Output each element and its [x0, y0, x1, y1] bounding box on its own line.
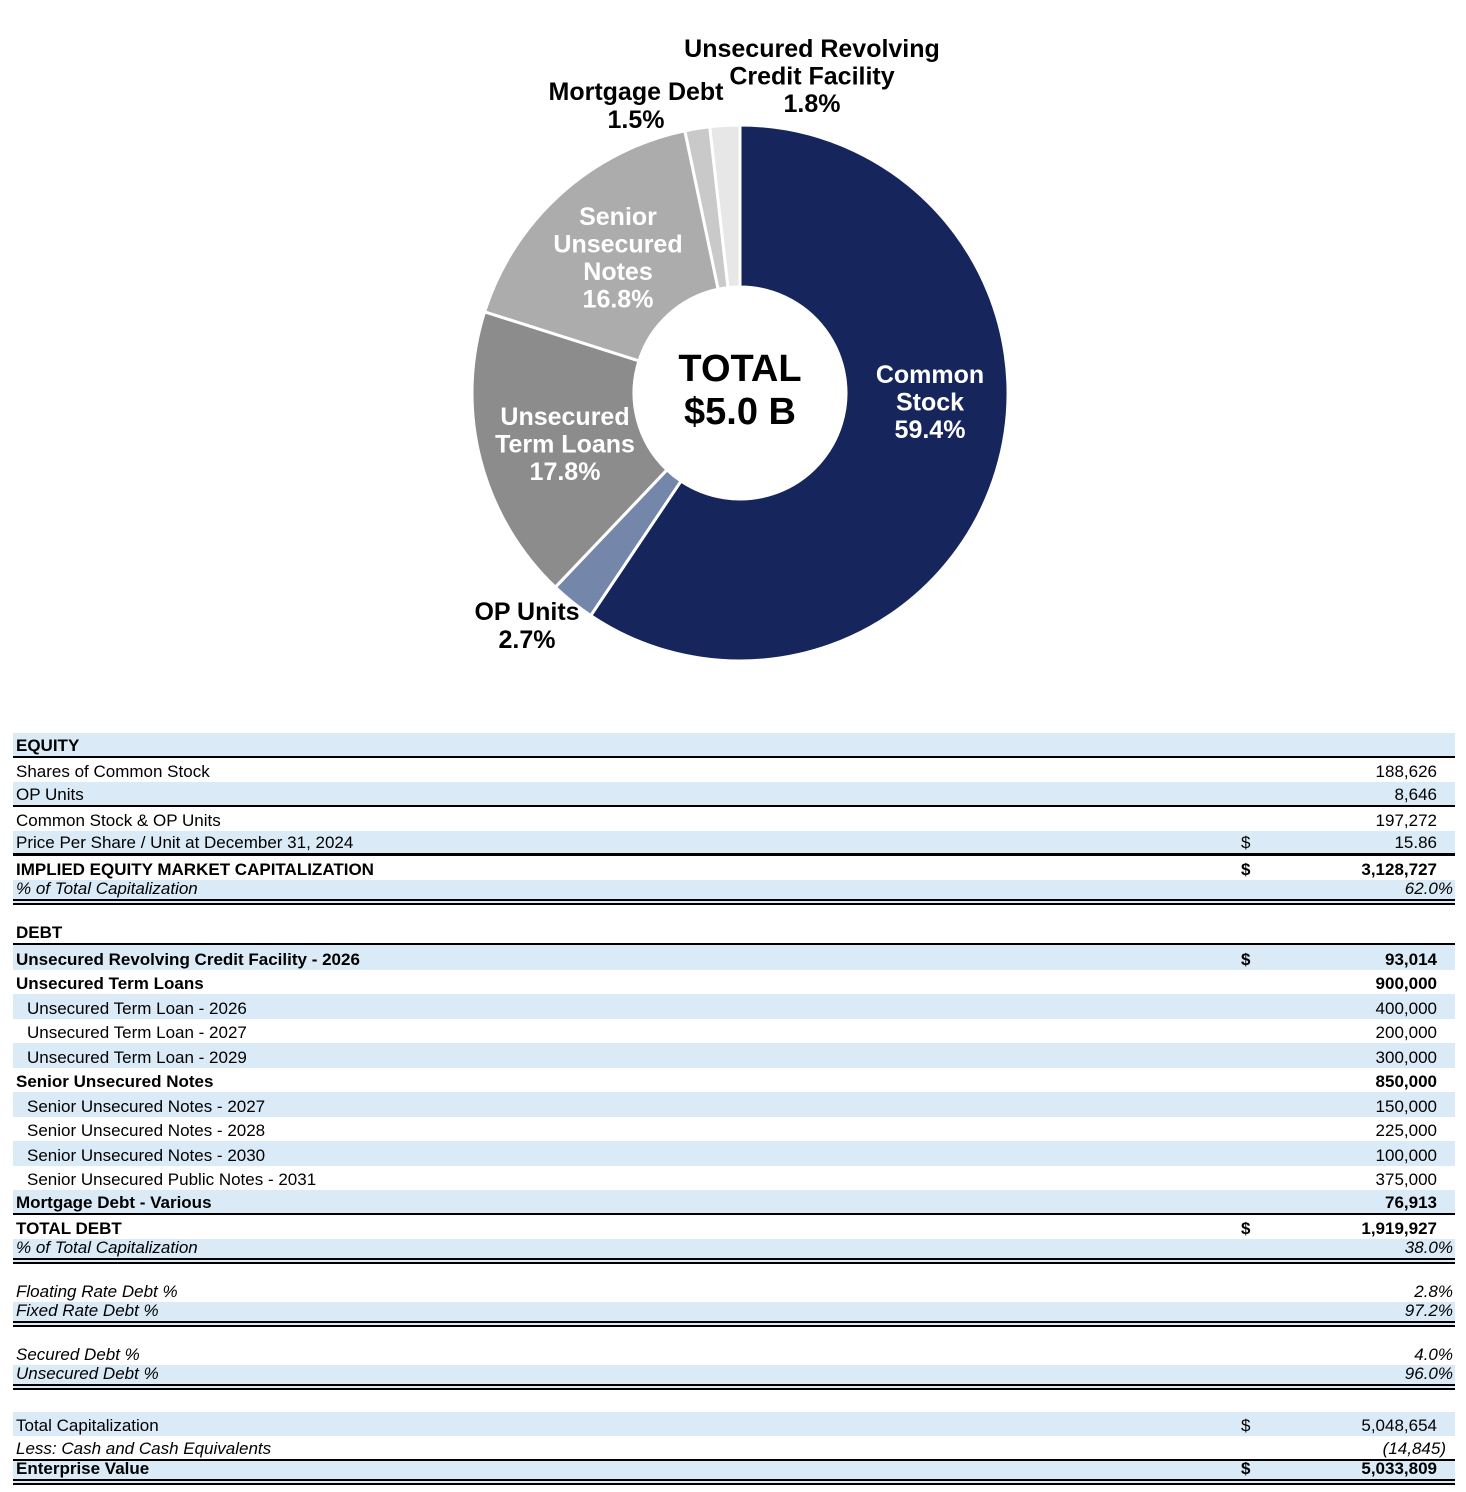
row-label: % of Total Capitalization	[16, 878, 198, 898]
table-row	[13, 1141, 1455, 1166]
row-label: Senior Unsecured Notes	[16, 1072, 214, 1091]
row-label: Total Capitalization	[16, 1416, 159, 1435]
table-row	[13, 1412, 1455, 1437]
row-label: Floating Rate Debt %	[16, 1282, 178, 1301]
row-label: DEBT	[16, 923, 63, 942]
table-row	[13, 1436, 1455, 1461]
table-row	[13, 921, 1455, 946]
row-label: Senior Unsecured Notes - 2030	[27, 1145, 266, 1165]
row-label: Senior Unsecured Public Notes - 2031	[27, 1170, 317, 1189]
slice-label-unsecured-revolving-credit-facility: Unsecured Revolving Credit Facility 1.8%	[684, 35, 940, 118]
table-row	[13, 945, 1455, 970]
row-value: 5,048,654	[1361, 1416, 1437, 1435]
row-label: Secured Debt %	[16, 1345, 140, 1364]
table-row	[13, 1302, 1455, 1327]
section-spacer	[13, 1327, 1455, 1341]
slice-label-senior-unsecured-notes: Senior Unsecured Notes 16.8%	[553, 203, 683, 314]
table-row	[13, 758, 1455, 783]
row-value: 8,646	[1394, 784, 1437, 804]
row-value: 1,919,927	[1361, 1219, 1437, 1238]
row-value: 188,626	[1375, 762, 1437, 781]
row-label: Enterprise Value	[16, 1459, 150, 1478]
slice-label-mortgage-debt: Mortgage Debt 1.5%	[548, 78, 724, 134]
table-row	[13, 1068, 1455, 1093]
slice-label-common-stock: Common Stock 59.4%	[875, 361, 985, 444]
row-currency-symbol: $	[1241, 860, 1251, 879]
row-value: 200,000	[1375, 1023, 1437, 1042]
donut-chart-svg	[0, 0, 1466, 733]
row-label: Shares of Common Stock	[16, 762, 210, 781]
capitalization-table	[13, 733, 1455, 1485]
table-row	[13, 1092, 1455, 1117]
donut-center-title: TOTAL	[678, 348, 802, 390]
row-label: Unsecured Term Loans	[16, 974, 204, 993]
row-value: 225,000	[1375, 1121, 1437, 1140]
row-value: 850,000	[1375, 1072, 1437, 1091]
row-label: Less: Cash and Cash Equivalents	[16, 1438, 272, 1458]
donut-center-value: $5.0 B	[684, 391, 796, 433]
row-value: 197,272	[1375, 811, 1437, 830]
table-row	[13, 782, 1455, 807]
table-row	[13, 1043, 1455, 1068]
row-value: 100,000	[1375, 1145, 1437, 1165]
table-row	[13, 1239, 1455, 1264]
row-currency-symbol: $	[1241, 832, 1251, 852]
row-label: Unsecured Debt %	[16, 1363, 159, 1383]
row-label: Fixed Rate Debt %	[16, 1300, 159, 1320]
row-currency-symbol: $	[1241, 1459, 1251, 1478]
table-row	[13, 994, 1455, 1019]
row-value: 93,014	[1385, 949, 1437, 969]
row-label: Unsecured Revolving Credit Facility - 2026	[16, 949, 360, 969]
table-row	[13, 880, 1455, 905]
row-label: Price Per Share / Unit at December 31, 2024	[16, 832, 354, 852]
row-value: 2.8%	[1414, 1282, 1453, 1301]
row-currency-symbol: $	[1241, 1416, 1251, 1435]
table-row	[13, 1461, 1455, 1486]
row-label: Common Stock & OP Units	[16, 811, 221, 830]
row-value: 76,913	[1385, 1192, 1437, 1212]
row-label: EQUITY	[16, 735, 80, 755]
row-label: % of Total Capitalization	[16, 1237, 198, 1257]
table-row	[13, 1166, 1455, 1191]
row-value: 5,033,809	[1361, 1459, 1437, 1478]
row-value: 97.2%	[1404, 1300, 1453, 1320]
row-currency-symbol: $	[1241, 949, 1251, 969]
table-row	[13, 856, 1455, 881]
row-currency-symbol: $	[1241, 1219, 1251, 1238]
table-row	[13, 970, 1455, 995]
row-label: Mortgage Debt - Various	[16, 1192, 212, 1212]
row-value: 15.86	[1394, 832, 1437, 852]
row-value: (14,845)	[1382, 1438, 1446, 1458]
row-value: 62.0%	[1404, 878, 1453, 898]
row-label: IMPLIED EQUITY MARKET CAPITALIZATION	[16, 860, 374, 879]
slice-label-unsecured-term-loans: Unsecured Term Loans 17.8%	[495, 403, 635, 486]
section-spacer	[13, 1264, 1455, 1278]
table-row	[13, 733, 1455, 758]
row-value: 300,000	[1375, 1047, 1437, 1067]
table-row	[13, 1190, 1455, 1215]
section-spacer	[13, 905, 1455, 921]
row-label: Unsecured Term Loan - 2026	[27, 998, 247, 1018]
row-value: 4.0%	[1414, 1345, 1453, 1364]
row-label: Senior Unsecured Notes - 2028	[27, 1121, 266, 1140]
table-row	[13, 1117, 1455, 1142]
row-label: Unsecured Term Loan - 2027	[27, 1023, 247, 1042]
table-row	[13, 1341, 1455, 1366]
row-value: 38.0%	[1404, 1237, 1453, 1257]
row-value: 3,128,727	[1361, 860, 1437, 879]
table-row	[13, 1019, 1455, 1044]
row-value: 400,000	[1375, 998, 1437, 1018]
slice-label-op-units: OP Units 2.7%	[474, 598, 580, 654]
table-row	[13, 1278, 1455, 1303]
row-label: TOTAL DEBT	[16, 1219, 122, 1238]
row-label: Senior Unsecured Notes - 2027	[27, 1096, 266, 1116]
table-row	[13, 831, 1455, 856]
row-value: 96.0%	[1404, 1363, 1453, 1383]
row-label: OP Units	[16, 784, 84, 804]
table-row	[13, 1215, 1455, 1240]
capitalization-donut-chart	[0, 0, 1466, 733]
row-value: 150,000	[1375, 1096, 1437, 1116]
row-value: 375,000	[1375, 1170, 1437, 1189]
table-row	[13, 807, 1455, 832]
row-value: 900,000	[1375, 974, 1437, 993]
table-row	[13, 1365, 1455, 1390]
row-label: Unsecured Term Loan - 2029	[27, 1047, 247, 1067]
section-spacer	[13, 1390, 1455, 1412]
